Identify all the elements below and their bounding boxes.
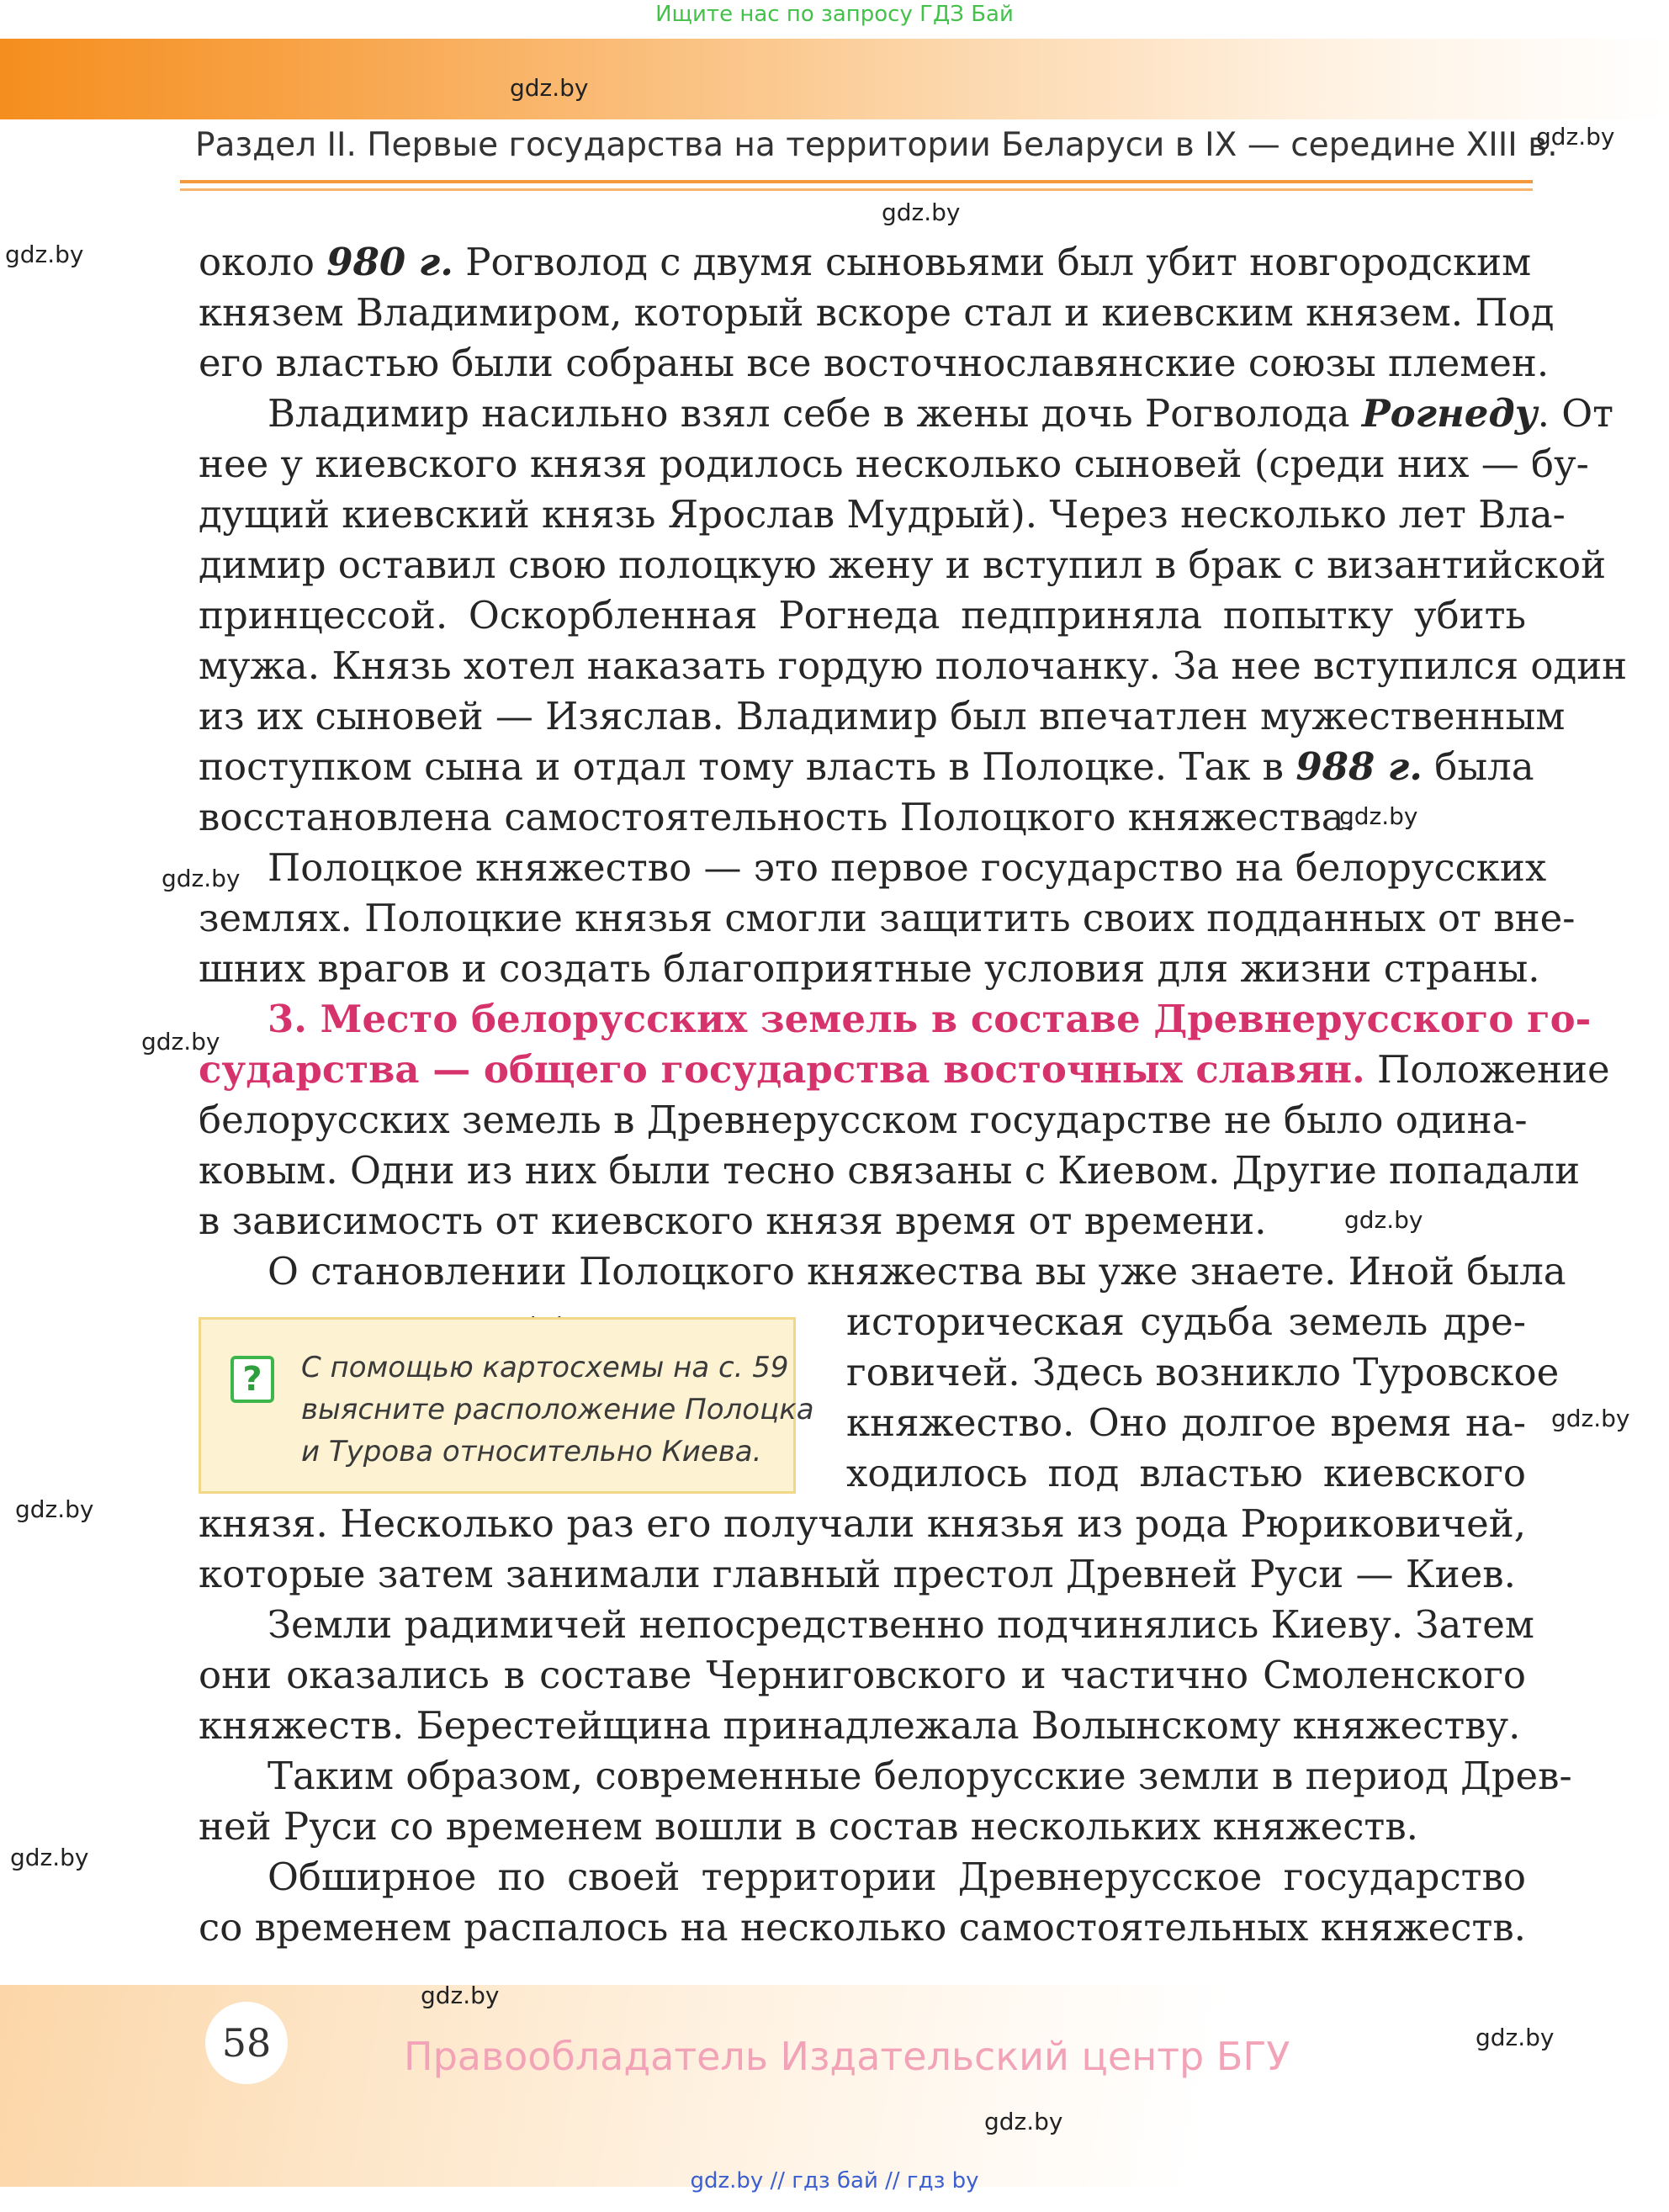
question-text: и Турова относительно Киева.: [301, 1435, 762, 1468]
watermark: gdz.by: [1476, 2024, 1555, 2051]
watermark: gdz.by: [421, 1982, 500, 2009]
text-line: белорусских земель в Древнерусском государстве не было одина-: [199, 1098, 1528, 1142]
text-line: принцессой. Оскорбленная Рогнеда педприняла попытку убить: [199, 593, 1526, 638]
text-line: князя. Несколько раз его получали князья из рода Рюриковичей,: [199, 1501, 1526, 1546]
watermark: gdz.by: [984, 2108, 1063, 2135]
text-line: они оказались в составе Черниговского и частично Смоленского: [199, 1653, 1526, 1697]
watermark: gdz.by: [510, 74, 589, 102]
text-line: Таким образом, современные белорусские земли в период Древ-: [268, 1754, 1572, 1798]
top-notice[interactable]: Ищите нас по запросу ГДЗ Бай: [655, 2, 1014, 27]
text-line: Обширное по своей территории Древнерусское государство: [268, 1855, 1526, 1899]
running-head: Раздел II. Первые государства на территории Беларуси в IX — середине XIII в.: [195, 126, 1558, 164]
text-line: около 980 г. Рогволод с двумя сыновьями был убит новгородским: [199, 240, 1532, 284]
text-line: историческая судьба земель дре-: [846, 1299, 1526, 1344]
text-line: О становлении Полоцкого княжества вы уже знаете. Иной была: [268, 1249, 1566, 1294]
text-line: из их сыновей — Изяслав. Владимир был впечатлен мужественным: [199, 694, 1566, 738]
header-rule: [180, 180, 1533, 183]
text-line: его властью были собраны все восточнославянские союзы племен.: [199, 341, 1550, 385]
question-icon: ?: [230, 1356, 274, 1403]
watermark: gdz.by: [162, 865, 241, 892]
section-heading-line: сударства — общего государства восточных славян. Положение: [199, 1047, 1610, 1092]
watermark: gdz.by: [1551, 1405, 1630, 1432]
text-line: Владимир насильно взял себе в жены дочь Рогволода Рогнеду. От: [268, 391, 1614, 436]
text-line: князем Владимиром, который вскоре стал и киевским князем. Под: [199, 290, 1555, 335]
watermark: gdz.by: [1536, 123, 1615, 151]
question-text: выясните расположение Полоцка: [301, 1393, 814, 1426]
text-line: в зависимость от киевского князя время от времени.: [199, 1199, 1267, 1243]
text-line: димир оставил свою полоцкую жену и вступил в брак с византийской: [199, 542, 1607, 587]
text-line: со временем распалось на несколько самостоятельных княжеств.: [199, 1905, 1526, 1950]
footer-links[interactable]: gdz.by // гдз бай // гдз by: [690, 2168, 979, 2193]
watermark: gdz.by: [10, 1844, 89, 1871]
text-line: ковым. Одни из них были тесно связаны с Киевом. Другие попадали: [199, 1148, 1581, 1193]
watermark: gdz.by: [882, 198, 961, 226]
copyright: Правообладатель Издательский центр БГУ: [404, 2034, 1290, 2079]
text-line: ходилось под властью киевского: [846, 1451, 1526, 1495]
text-line: княжество. Оно долгое время на-: [846, 1400, 1526, 1445]
watermark: gdz.by: [1344, 1206, 1423, 1234]
text-line: дущий киевский князь Ярослав Мудрый). Через несколько лет Вла-: [199, 492, 1566, 537]
question-text: С помощью картосхемы на с. 59: [301, 1351, 789, 1384]
text-line: ней Руси со временем вошли в состав нескольких княжеств.: [199, 1804, 1418, 1849]
page-number: 58: [205, 2002, 288, 2084]
text-line: Земли радимичей непосредственно подчинялись Киеву. Затем: [268, 1602, 1534, 1647]
header-rule: [180, 188, 1533, 191]
text-line: шних врагов и создать благоприятные условия для жизни страны.: [199, 946, 1540, 991]
watermark: gdz.by: [141, 1028, 220, 1056]
text-line: восстановлена самостоятельность Полоцкого княжества.: [199, 795, 1356, 839]
text-line: мужа. Князь хотел наказать гордую полочанку. За нее вступился один: [199, 643, 1628, 688]
text-line: нее у киевского князя родилось несколько сыновей (среди них — бу-: [199, 442, 1589, 486]
header-band: [0, 39, 1669, 119]
text-line: поступком сына и отдал тому власть в Полоцке. Так в 988 г. была: [199, 744, 1534, 789]
text-line: которые затем занимали главный престол Древней Руси — Киев.: [199, 1552, 1516, 1596]
watermark: gdz.by: [15, 1495, 94, 1523]
text-line: землях. Полоцкие князья смогли защитить своих подданных от вне-: [199, 896, 1576, 940]
section-heading: 3. Место белорусских земель в составе Древнерусского го-: [268, 997, 1592, 1041]
watermark: gdz.by: [1339, 802, 1418, 830]
text-line: княжеств. Берестейщина принадлежала Волынскому княжеству.: [199, 1703, 1521, 1748]
text-line: Полоцкое княжество — это первое государство на белорусских: [268, 845, 1547, 890]
watermark: gdz.by: [5, 241, 84, 268]
text-line: говичей. Здесь возникло Туровское: [846, 1350, 1560, 1394]
